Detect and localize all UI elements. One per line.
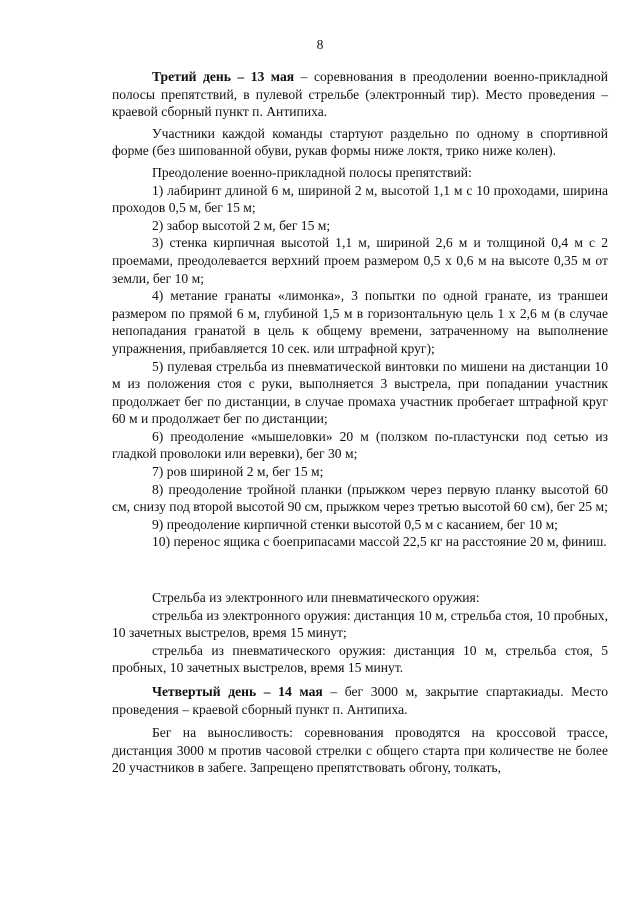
day4-title: Четвертый день – 14 мая (152, 684, 323, 699)
obstacle-item: 10) перенос ящика с боеприпасами массой 22,5 кг на расстояние 20 м, финиш. (152, 534, 607, 550)
obstacle-item: 7) ров шириной 2 м, бег 15 м; (152, 464, 324, 480)
obstacle-item: 2) забор высотой 2 м, бег 15 м; (152, 217, 331, 233)
participants-paragraph: Участники каждой команды стартуют раздельно по одному в спортивной форме (без шипованной обуви, рукав формы ниже локтя, трико ниже колен). (112, 125, 608, 159)
obstacle-item: 4) метание гранаты «лимонка», 3 попытки по одной гранате, из траншеи размером по прямой 6 м, глубиной 1,5 м в горизонтальную цель 1 х 2,6 м (в случае непопадания гранатой в цель к общему времени, затраченному на выполнение упражнения, прибавляется 10 сек. или штрафной круг); (112, 288, 608, 356)
obstacle-item: 1) лабиринт длиной 6 м, шириной 2 м, высотой 1,1 м с 10 проходами, ширина проходов 0,5 м, бег 15 м; (112, 182, 608, 216)
shooting-item: стрельба из электронного оружия: дистанция 10 м, стрельба стоя, 10 пробных, 10 зачетных выстрелов, время 15 минут; (112, 607, 608, 641)
day3-title: Третий день – 13 мая (152, 69, 295, 84)
obstacle-intro: Преодоление военно-прикладной полосы препятствий: (152, 164, 472, 180)
shooting-intro: Стрельба из электронного или пневматического оружия: (152, 590, 480, 606)
obstacle-item: 5) пулевая стрельба из пневматической винтовки по мишени на дистанции 10 м из положения стоя с руки, выполняется 3 выстрела, при попадании участник продолжает бег по дистанции, в случае промаха участник пробегает штрафной круг 60 м и продолжает бег по дистанции; (112, 358, 608, 427)
run-paragraph: Бег на выносливость: соревнования проводятся на кроссовой трассе, дистанция 3000 м против часовой стрелки с общего старта при количестве не более 20 участников в забеге. Запрещено препятствовать обгону, толкать, (112, 725, 608, 776)
obstacle-item: 3) стенка кирпичная высотой 1,1 м, шириной 2,6 м и толщиной 0,4 м с 2 проемами, преодолевается верхний проем размером 0,5 х 0,6 м на высоте 0,35 м от земли, бег 10 м; (112, 235, 608, 286)
shooting-item: стрельба из пневматического оружия: дистанция 10 м, стрельба стоя, 5 пробных, 10 зачетных выстрелов, время 15 минут. (112, 642, 608, 676)
obstacle-item: 9) преодоление кирпичной стенки высотой 0,5 м с касанием, бег 10 м; (152, 516, 558, 532)
page-number: 8 (316, 37, 324, 52)
day4-text: – бег 3000 м, закрытие спартакиады. Место проведения – краевой сборный пункт п. Антипиха. (112, 684, 608, 717)
day4-paragraph (112, 683, 608, 718)
obstacle-item: 6) преодоление «мышеловки» 20 м (ползком по-пластунски под сетью из гладкой проволоки или веревки), бег 30 м; (112, 428, 608, 462)
day3-paragraph (112, 68, 608, 121)
document-body (112, 68, 608, 777)
obstacle-item: 8) преодоление тройной планки (прыжком через первую планку высотой 60 см, снизу под второй высотой 90 см, прыжком через третью высотой 60 см), бег 25 м; (112, 481, 608, 515)
day3-text: – соревнования в преодолении военно-прикладной полосы препятствий, в пулевой стрельбе (электронный тир). Место проведения – краевой сборный пункт п. Антипиха. (112, 69, 608, 120)
